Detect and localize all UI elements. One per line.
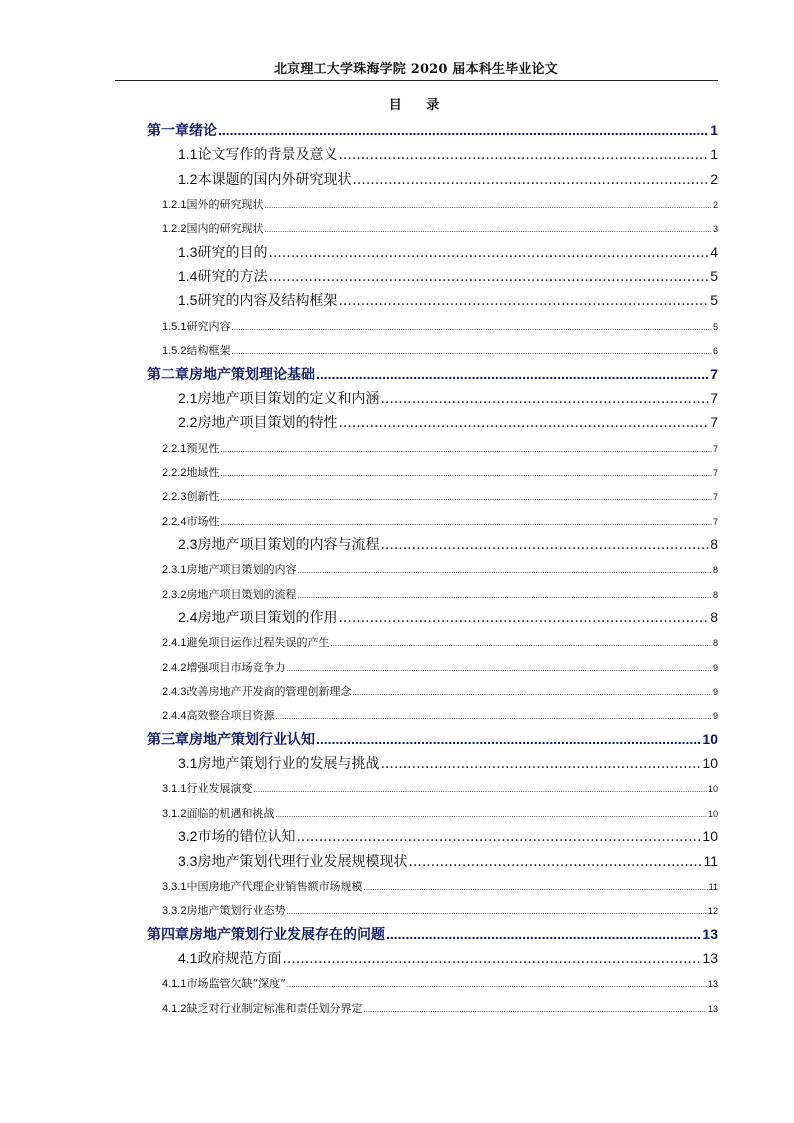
- toc-entry-number: 3.3.2: [162, 905, 187, 918]
- toc-entry-title: 改善房地产开发商的管理创新理念: [186, 685, 352, 699]
- toc-entry-page: 11: [708, 881, 718, 892]
- toc-entry-title: 房地产策划代理行业发展规模现状: [197, 853, 408, 870]
- toc-entry-title: 论文写作的背景及意义: [197, 147, 338, 164]
- toc-entry-page: 5: [710, 292, 718, 309]
- toc-entry-title: 房地产项目策划的特性: [197, 415, 338, 432]
- toc-entry-3-1-2[interactable]: [162, 805, 718, 821]
- toc-entry-title: 避免项目运作过程失误的产生: [186, 636, 330, 650]
- dot-leader: [275, 713, 712, 721]
- toc-entry-title: 结构框架: [186, 344, 231, 358]
- toc-entry-1-5-2[interactable]: [162, 342, 718, 358]
- dot-leader: [338, 415, 709, 431]
- toc-entry-title: 绪论: [189, 122, 217, 138]
- toc-entry-page: 3: [712, 224, 718, 235]
- dot-leader: [316, 731, 701, 747]
- toc-entry-title: 房地产项目策划的内容: [186, 563, 297, 577]
- toc-entry-page: 8: [710, 535, 718, 552]
- toc-entry-number: 3.1.1: [162, 783, 187, 796]
- toc-entry-3-1-1[interactable]: [162, 780, 718, 796]
- toc-entry-number: 第二章: [147, 365, 189, 382]
- toc-entry-page: 10: [702, 828, 718, 845]
- toc-entry-3-1[interactable]: [178, 753, 718, 773]
- toc-entry-第三章[interactable]: [147, 729, 718, 749]
- dot-leader: [380, 537, 709, 553]
- toc-entry-2-2-2[interactable]: [162, 464, 718, 480]
- dot-leader: [220, 494, 712, 502]
- dot-leader: [297, 592, 712, 600]
- toc-entry-第一章[interactable]: [147, 120, 718, 140]
- toc-entry-3-3-1[interactable]: [162, 878, 718, 894]
- toc-entry-title: 房地产项目策划的作用: [197, 610, 338, 626]
- toc-entry-number: 2.4.3: [162, 686, 187, 699]
- toc-entry-number: 3.1.2: [162, 807, 187, 820]
- toc-entry-page: 9: [712, 662, 718, 673]
- toc-entry-page: 13: [702, 949, 718, 966]
- toc-entry-title: 研究的方法: [197, 269, 268, 286]
- toc-entry-page: 9: [712, 711, 718, 722]
- dot-leader: [316, 366, 709, 382]
- toc-entry-number: 2.1: [178, 389, 198, 406]
- toc-entry-number: 1.1: [178, 146, 198, 163]
- toc-title: 目 录: [388, 98, 450, 113]
- toc-entry-1-2[interactable]: [178, 169, 718, 189]
- toc-entry-number: 3.2: [178, 828, 198, 845]
- dot-leader: [286, 665, 712, 673]
- toc-entry-number: 2.2.4: [162, 515, 187, 528]
- toc-entry-第二章[interactable]: [147, 364, 718, 384]
- toc-entry-title: 增强项目市场竞争力: [186, 660, 286, 674]
- toc-entry-number: 2.4.1: [162, 637, 187, 650]
- dot-leader: [408, 854, 702, 870]
- dot-leader: [264, 226, 712, 234]
- toc-entry-page: 10: [702, 730, 718, 747]
- dot-leader: [386, 926, 701, 942]
- toc-entry-page: 10: [702, 755, 718, 772]
- toc-entry-2-2-1[interactable]: [162, 440, 718, 456]
- toc-entry-title: 研究内容: [186, 319, 231, 333]
- toc-entry-number: 1.4: [178, 268, 198, 285]
- toc-entry-number: 2.3.1: [162, 564, 187, 577]
- toc-entry-number: 3.3.1: [162, 880, 187, 893]
- toc-entry-number: 2.2.3: [162, 491, 187, 504]
- dot-leader: [287, 981, 707, 989]
- toc-entry-2-2-4[interactable]: [162, 513, 718, 529]
- dot-leader: [220, 470, 712, 478]
- page-header: 北京理工大学珠海学院 2020 届本科生毕业论文: [273, 62, 559, 77]
- dot-leader: [253, 786, 707, 794]
- dot-leader: [380, 756, 701, 772]
- dot-leader: [363, 884, 707, 892]
- dot-leader: [220, 446, 712, 454]
- toc-entry-page: 7: [712, 467, 718, 478]
- toc-entry-title: 研究的目的: [197, 244, 268, 261]
- dot-leader: [352, 689, 712, 697]
- toc-entry-2-4[interactable]: [178, 607, 718, 627]
- toc-entry-page: 7: [710, 389, 718, 406]
- toc-entry-1-3[interactable]: [178, 242, 718, 262]
- toc-entry-number: 2.2: [178, 414, 198, 431]
- toc-entry-title: 房地产策划行业态势: [186, 904, 286, 918]
- dot-leader: [338, 293, 709, 309]
- toc-entry-page: 1: [710, 122, 718, 138]
- toc-entry-title: 市场的错位认知: [197, 829, 296, 846]
- dot-leader: [363, 1006, 707, 1014]
- header-rule: [115, 80, 718, 81]
- dot-leader: [297, 567, 712, 575]
- dot-leader: [231, 348, 712, 356]
- toc-entry-title: 面临的机遇和挑战: [186, 806, 275, 820]
- toc-entry-page: 12: [707, 906, 718, 917]
- toc-entry-title: 政府规范方面: [197, 950, 282, 967]
- toc-entry-2-3[interactable]: [178, 534, 718, 554]
- toc-entry-3-3-2[interactable]: [162, 902, 718, 918]
- dot-leader: [338, 147, 709, 163]
- toc-entry-page: 7: [712, 516, 718, 527]
- dot-leader: [282, 951, 701, 967]
- dot-leader: [264, 202, 712, 210]
- dot-leader: [268, 269, 709, 285]
- toc-entry-title: 房地产策划行业的发展与挑战: [197, 756, 380, 773]
- dot-leader: [352, 172, 709, 188]
- toc-entry-2-2-3[interactable]: [162, 488, 718, 504]
- dot-leader: [218, 122, 709, 138]
- toc-entry-1-5[interactable]: [178, 290, 718, 310]
- dot-leader: [330, 640, 712, 648]
- toc-entry-title: 本课题的国内外研究现状: [197, 171, 352, 188]
- toc-entry-page: 4: [710, 243, 718, 260]
- toc-entry-number: 2.2.2: [162, 466, 187, 479]
- toc-entry-1-2-2[interactable]: [162, 220, 718, 236]
- toc-entry-number: 4.1.2: [162, 1002, 187, 1015]
- toc-entry-page: 10: [707, 784, 718, 795]
- dot-leader: [275, 811, 707, 819]
- toc-entry-number: 3.1: [178, 755, 198, 772]
- toc-entry-4-1-2[interactable]: [162, 1000, 718, 1016]
- dot-leader: [231, 324, 712, 332]
- toc-entry-number: 4.1.1: [162, 978, 187, 991]
- toc-entry-number: 1.5: [178, 292, 198, 309]
- toc-entry-2-1[interactable]: [178, 388, 718, 408]
- toc-entry-title: 国外的研究现状: [186, 198, 264, 212]
- toc-entry-number: 4.1: [178, 949, 198, 966]
- toc-entry-page: 8: [710, 609, 718, 625]
- toc-entry-title: 房地产项目策划的定义和内涵: [197, 390, 380, 407]
- toc-entry-page: 11: [703, 852, 718, 869]
- toc-entry-title: 国内的研究现状: [186, 222, 264, 236]
- dot-leader: [268, 245, 709, 261]
- dot-leader: [296, 829, 701, 845]
- toc-entry-2-4-3[interactable]: [162, 683, 718, 699]
- toc-entry-number: 2.4.2: [162, 661, 187, 674]
- toc-entry-number: 第四章: [147, 925, 189, 942]
- toc-entry-1-4[interactable]: [178, 266, 718, 286]
- toc-entry-title: 房地产策划行业认知: [189, 730, 315, 747]
- toc-entry-page: 5: [712, 321, 718, 332]
- dot-leader: [220, 519, 712, 527]
- toc-entry-page: 8: [712, 565, 718, 576]
- toc-entry-page: 7: [712, 492, 718, 503]
- toc-entry-page: 7: [710, 414, 718, 431]
- toc-entry-4-1[interactable]: [178, 948, 718, 968]
- toc-entry-page: 13: [707, 979, 718, 990]
- dot-leader: [286, 908, 707, 916]
- toc-entry-2-2[interactable]: [178, 412, 718, 432]
- toc-entry-page: 9: [712, 687, 718, 698]
- toc-entry-title: 市场性: [186, 514, 220, 528]
- toc-entry-title: 房地产策划理论基础: [189, 365, 315, 382]
- toc-entry-number: 1.3: [178, 243, 198, 260]
- toc-entry-title: 预见性: [186, 441, 220, 455]
- toc-entry-title: 市场监管欠缺“深度”: [186, 977, 286, 991]
- toc-entry-4-1-1[interactable]: [162, 975, 718, 991]
- toc-entry-title: 房地产策划行业发展存在的问题: [189, 925, 385, 942]
- toc-entry-第四章[interactable]: [147, 924, 718, 944]
- toc-entry-page: 1: [710, 146, 718, 163]
- toc-entry-number: 1.2.2: [162, 223, 187, 236]
- toc-entry-2-3-2[interactable]: [162, 586, 718, 602]
- toc-entry-page: 13: [707, 1003, 718, 1014]
- toc-entry-number: 1.2.1: [162, 199, 187, 212]
- toc-entry-number: 2.3.2: [162, 588, 187, 601]
- toc-entry-1-1[interactable]: [178, 144, 718, 164]
- toc-entry-page: 8: [712, 638, 718, 649]
- toc-entry-number: 2.2.1: [162, 442, 187, 455]
- toc-entry-number: 3.3: [178, 852, 198, 869]
- toc-entry-number: 1.5.2: [162, 345, 187, 358]
- toc-entry-2-4-1[interactable]: [162, 634, 718, 650]
- toc-entry-title: 行业发展演变: [186, 782, 253, 796]
- toc-entry-title: 缺乏对行业制定标准和责任划分界定: [186, 1001, 363, 1015]
- toc-entry-page: 8: [712, 589, 718, 600]
- toc-entry-number: 1.2: [178, 170, 198, 187]
- toc-entry-page: 13: [702, 925, 718, 942]
- toc-entry-number: 2.4.4: [162, 710, 187, 723]
- toc-entry-title: 创新性: [186, 490, 220, 504]
- toc-entry-title: 高效整合项目资源: [186, 709, 275, 723]
- dot-leader: [338, 610, 709, 626]
- toc-entry-title: 房地产项目策划的流程: [186, 587, 297, 601]
- toc-entry-title: 研究的内容及结构框架: [197, 293, 338, 310]
- toc-entry-2-4-4[interactable]: [162, 707, 718, 723]
- toc-entry-page: 2: [712, 200, 718, 211]
- dot-leader: [380, 391, 709, 407]
- toc-entry-page: 7: [712, 443, 718, 454]
- toc-entry-3-3[interactable]: [178, 851, 718, 871]
- toc-entry-number: 第一章: [147, 122, 189, 138]
- toc-entry-3-2[interactable]: [178, 826, 718, 846]
- toc-entry-number: 第三章: [147, 730, 189, 747]
- toc-entry-title: 中国房地产代理企业销售额市场规模: [186, 879, 363, 893]
- toc-entry-2-4-2[interactable]: [162, 659, 718, 675]
- toc-entry-number: 2.3: [178, 535, 198, 552]
- toc-entry-page: 10: [707, 808, 718, 819]
- toc-entry-page: 6: [712, 346, 718, 357]
- toc-entry-1-5-1[interactable]: [162, 318, 718, 334]
- toc-entry-2-3-1[interactable]: [162, 561, 718, 577]
- toc-entry-page: 2: [710, 170, 718, 187]
- toc-entry-page: 5: [710, 268, 718, 285]
- toc-entry-1-2-1[interactable]: [162, 196, 718, 212]
- toc-entry-page: 7: [710, 365, 718, 382]
- toc-entry-title: 地域性: [186, 465, 220, 479]
- toc-entry-number: 2.4: [178, 609, 198, 625]
- toc-entry-title: 房地产项目策划的内容与流程: [197, 536, 380, 553]
- toc-entry-number: 1.5.1: [162, 320, 187, 333]
